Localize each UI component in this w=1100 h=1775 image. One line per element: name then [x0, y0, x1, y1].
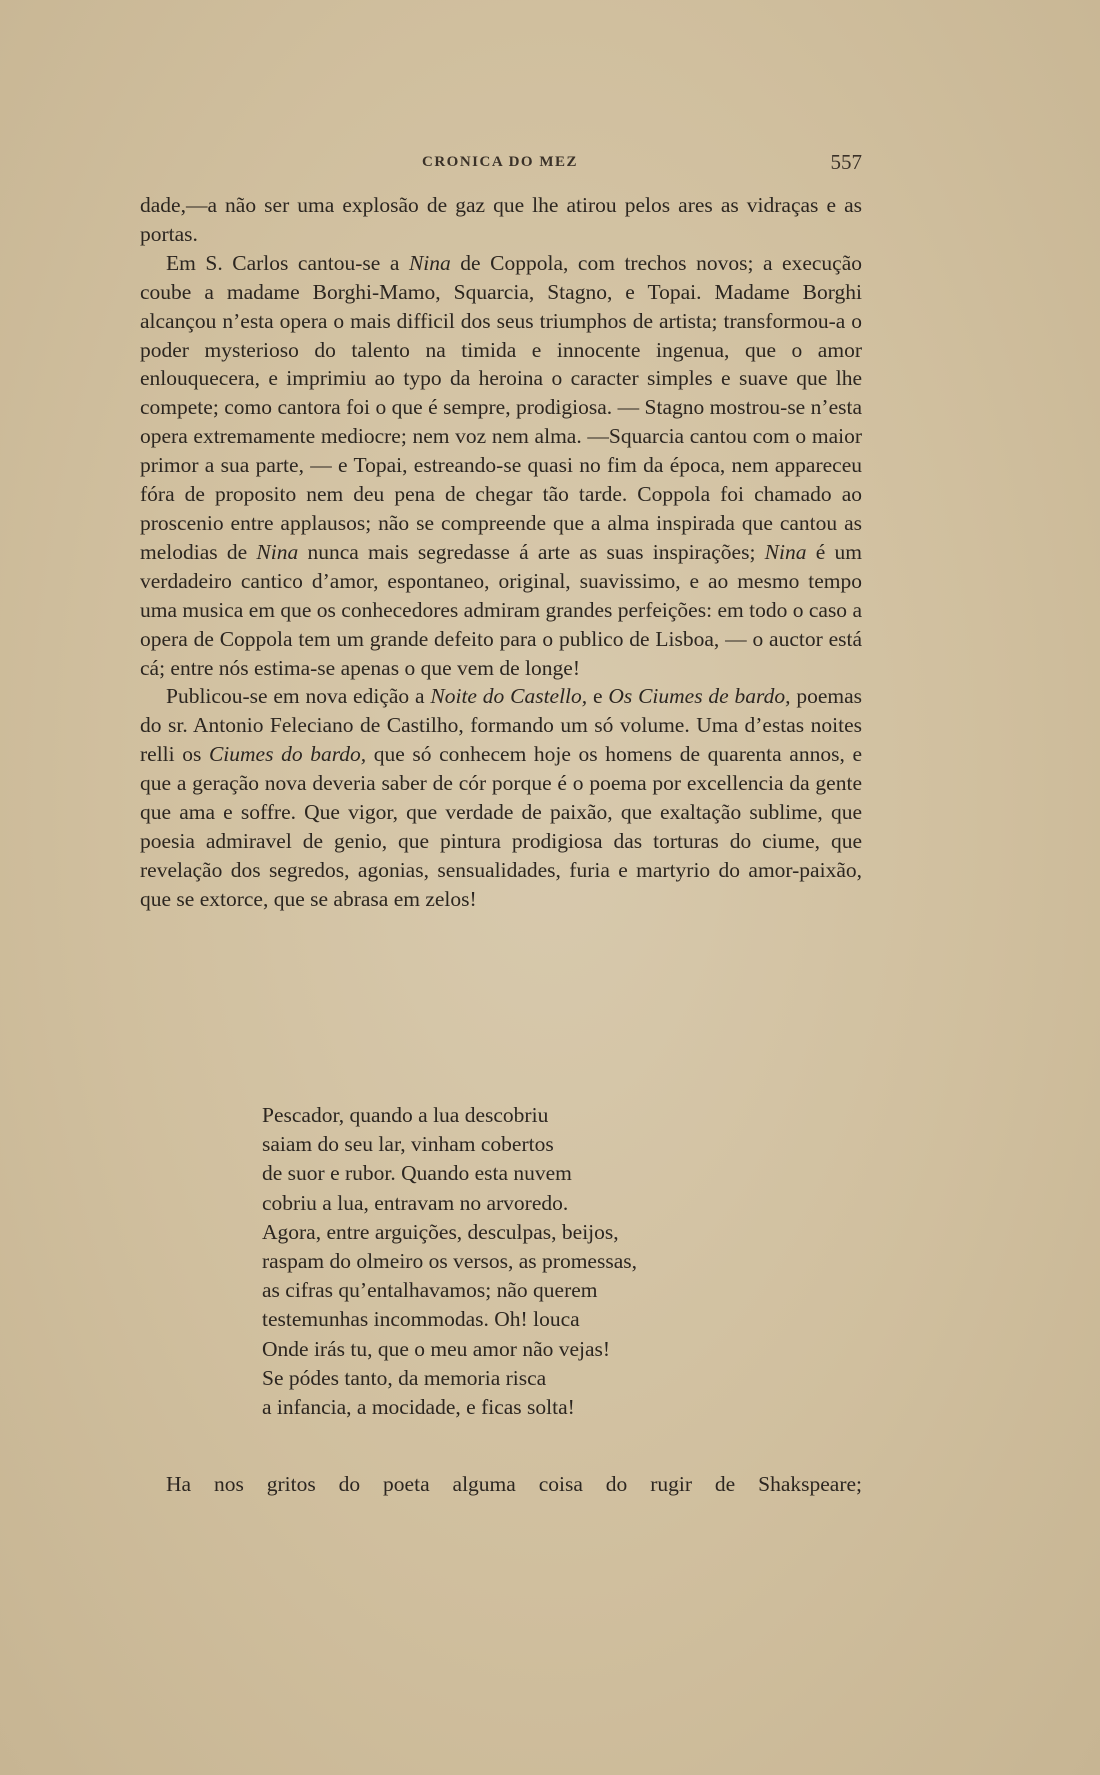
- poem-line: Se pódes tanto, da memoria risca: [262, 1365, 547, 1390]
- running-title: CRONICA DO MEZ: [422, 154, 579, 170]
- paragraph-2-text-3: nunca mais segredasse á arte as suas inspirações;: [298, 539, 765, 564]
- paragraph-2-text-1: Em S. Carlos cantou-se a: [166, 250, 409, 275]
- poem-line: cobriu a lua, entravam no arvoredo.: [262, 1190, 569, 1215]
- poem-line: a infancia, a mocidade, e ficas solta!: [262, 1395, 575, 1420]
- poem-line: Onde irás tu, que o meu amor não vejas!: [262, 1336, 611, 1361]
- paragraph-3-text-4: que só conhecem hoje os homens de quarenta annos, e que a geração nova deveria saber de cór porque é o poema por excellencia da gente que ama e soffre. Que vigor, que verdade de paixão, que exaltação sublime, que poesia admiravel de genio, que pintura prodigiosa das torturas do ciume, que revelação dos segredos, agonias, sensualidades, furia e martyrio do amor-paixão, que se extorce, que se abrasa em zelos!: [140, 742, 862, 911]
- paragraph-3-text-1: Publicou-se em nova edição a: [166, 684, 431, 709]
- title-nina-1: Nina: [408, 250, 451, 275]
- paragraph-2-text-4: é um verdadeiro cantico d’amor, espontaneo, original, suavissimo, e ao mesmo tempo uma musica em que os conhecedores admiram grandes perfeições: em todo o caso a opera de Coppola tem um grande defeito para o publico de Lisboa, — o auctor está cá; entre nós estima-se apenas o que vem de longe!: [140, 539, 862, 680]
- title-ciumes-de-bardo: Os Ciumes de bardo,: [608, 684, 791, 709]
- poem-line: saiam do seu lar, vinham cobertos: [262, 1132, 554, 1157]
- paragraph-3: [140, 682, 862, 913]
- paragraph-2: [140, 249, 862, 683]
- page-header: [140, 150, 862, 180]
- poem-line: testemunhas incommodas. Oh! louca: [262, 1307, 580, 1332]
- poem-line: Pescador, quando a lua descobriu: [262, 1103, 549, 1127]
- title-nina-3: Nina: [764, 539, 807, 564]
- poem-line: as cifras qu’entalhavamos; não querem: [262, 1278, 598, 1303]
- poem-line: raspam do olmeiro os versos, as promessas,: [262, 1249, 637, 1274]
- paragraph-2-text-2: de Coppola, com trechos novos; a execução coube a madame Borghi-Mamo, Squarcia, Stagno, e Topai. Madame Borghi alcançou n’esta opera o mais difficil dos seus triumphos de artista; transformou-a o poder mysterioso do talento na timida e innocente ingenua, que o amor enlouquecera, e imprimiu ao typo da heroina o caracter simples e suave que lhe compete; como cantora foi o que é sempre, prodigiosa. — Stagno mostrou-se n’esta opera extremamente mediocre; nem voz nem alma. —Squarcia cantou com o maior primor a sua parte, — e Topai, estreando-se quasi no fim da época, nem appareceu fóra de proposito nem deu pena de chegar tão tarde. Coppola foi chamado ao proscenio entre applausos; não se compreende que a alma inspirada que cantou as melodias de: [140, 250, 862, 564]
- paragraph-3-text-2: e: [587, 684, 609, 709]
- paragraph-1: dade,—a não ser uma explosão de gaz que lhe atirou pelos ares as vidraças e as portas.: [140, 193, 862, 246]
- title-nina-2: Nina: [256, 539, 299, 564]
- page-number: 557: [830, 150, 862, 174]
- paragraph-3-text-3: poemas do sr. Antonio Feleciano de Castilho, formando um só volume. Uma d’estas noites relli os: [140, 684, 862, 767]
- poem-line: Agora, entre arguições, desculpas, beijos,: [262, 1219, 619, 1244]
- closing-line: Ha nos gritos do poeta alguma coisa do rugir de Shakspeare;: [166, 1471, 862, 1496]
- poem-line: de suor e rubor. Quando esta nuvem: [262, 1161, 572, 1186]
- title-noite-do-castello: Noite do Castello,: [430, 684, 588, 709]
- poem-quotation: [262, 1101, 822, 1422]
- body-text: [140, 191, 862, 914]
- title-ciumes-do-bardo: Ciumes do bardo,: [208, 742, 367, 767]
